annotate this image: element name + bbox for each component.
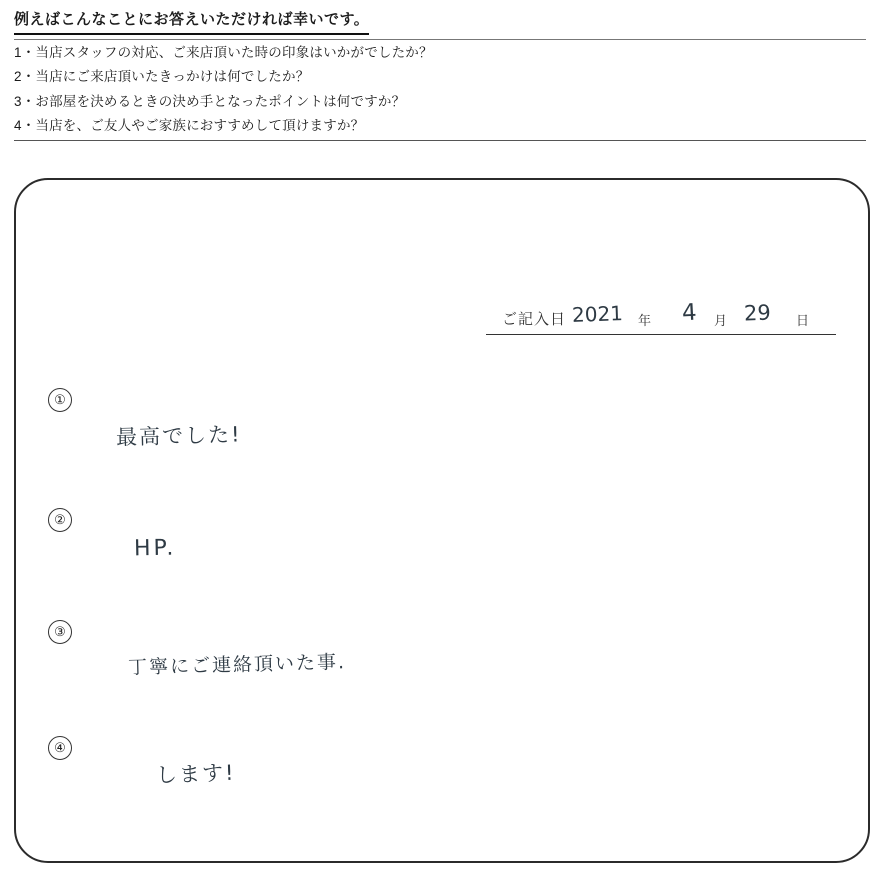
answer-text-3: 丁寧にご連絡頂いた事. (127, 651, 347, 679)
answer-number-4: ④ (48, 736, 72, 760)
page-title: 例えばこんなことにお答えいただければ幸いです。 (14, 10, 369, 35)
date-year-unit: 年 (638, 313, 652, 328)
answer-number-3: ③ (48, 620, 72, 644)
question-item-2: 2・当店にご来店頂いたきっかけは何でしたか？ (14, 69, 310, 84)
survey-card (14, 178, 870, 863)
date-day-value: 29 (743, 300, 772, 326)
answer-row (16, 388, 868, 498)
answer-number-2: ② (48, 508, 72, 532)
question-list-divider (14, 140, 866, 141)
answer-text-2: HP. (133, 535, 177, 562)
answer-text-4: します! (155, 760, 236, 788)
question-list (14, 40, 866, 138)
question-item-4: 4・当店を、ご友人やご家族におすすめして頂けますか？ (14, 118, 365, 133)
date-month-value: 4 (681, 299, 698, 327)
answer-row (16, 736, 868, 846)
date-day-unit: 日 (796, 313, 810, 328)
date-entry-line (486, 300, 836, 335)
date-label: ご記入日 (502, 311, 567, 328)
question-item-1: 1・当店スタッフの対応、ご来店頂いた時の印象はいかがでしたか？ (14, 44, 433, 60)
question-item-3: 3・お部屋を決めるときの決め手となったポイントは何ですか？ (14, 93, 406, 109)
date-year-value: 2021 (571, 301, 624, 327)
answer-row (16, 508, 868, 618)
header-block (14, 10, 866, 141)
answer-row (16, 620, 868, 730)
answer-text-1: 最高でした! (115, 422, 242, 450)
answer-number-1: ① (48, 388, 72, 412)
date-month-unit: 月 (714, 313, 728, 328)
